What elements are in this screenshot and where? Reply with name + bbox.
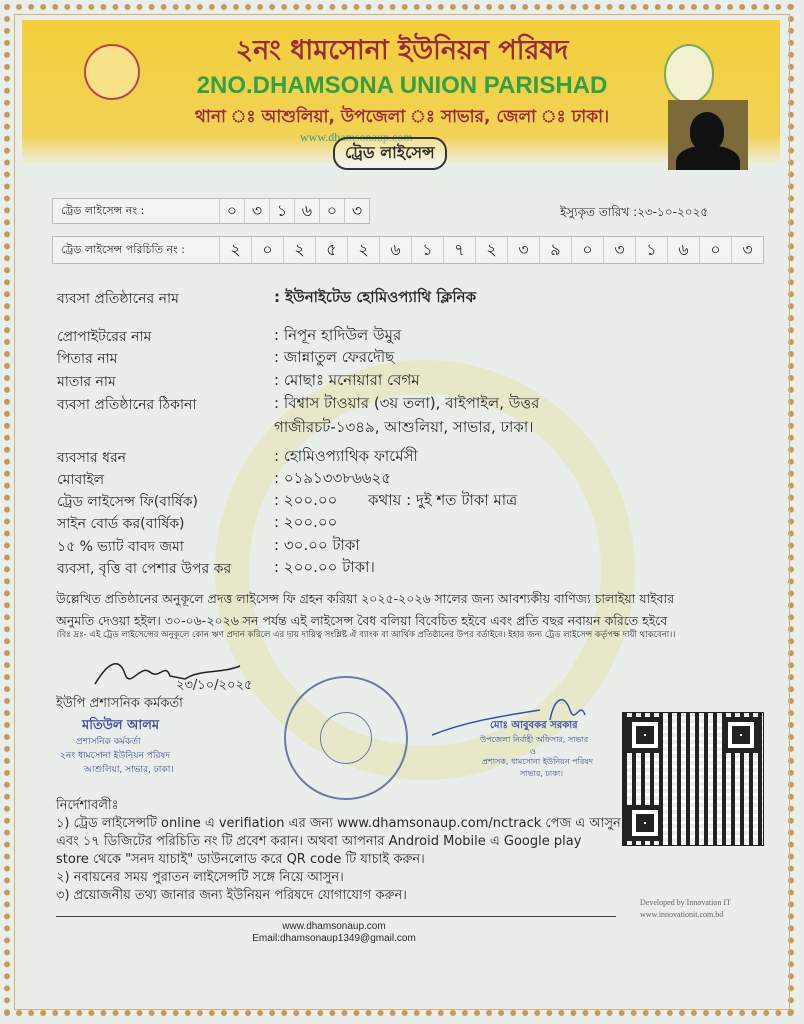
license-fee: : ২০০.০০ bbox=[274, 491, 338, 509]
digit: ২ bbox=[219, 237, 251, 263]
uno-stamp-line: প্রশাসক, ধামসোনা ইউনিয়ন পরিষদ bbox=[482, 757, 593, 766]
footer-website[interactable]: www.dhamsonaup.com bbox=[282, 921, 386, 932]
vat-amount: : ৩০.০০ টাকা bbox=[274, 536, 360, 554]
statement-text bbox=[56, 588, 786, 632]
mobile: : ০১৯১৩৩৮৬৬২৫ bbox=[274, 469, 392, 487]
verification-qr-code[interactable] bbox=[622, 712, 764, 846]
header-website: www.dhamsonaup.com bbox=[300, 130, 413, 144]
instruction-line: ১) ট্রেড লাইসেন্সটি online এ verifiation এর জন্য www.dhamsonaup.com/nctrack পেজ এ আসুন bbox=[56, 816, 621, 831]
license-number-row bbox=[52, 198, 370, 224]
field-label: ট্রেড লাইসেন্স ফি(বার্ষিক) bbox=[57, 494, 199, 510]
developer-credit: Developed by Innovation IT bbox=[640, 898, 731, 907]
field-label: মাতার নাম bbox=[57, 374, 116, 390]
digit: ৩ bbox=[731, 237, 763, 263]
business-address-line2: গাজীরচট-১৩৪৯, আশুলিয়া, সাভার, ঢাকা। bbox=[274, 418, 534, 436]
officer-stamp-line: আশুলিয়া, সাভার, ঢাকা। bbox=[84, 765, 174, 775]
officer-name-stamp: মতিউল আলম bbox=[82, 718, 160, 733]
officer-stamp-line: ২নং ধামসোনা ইউনিয়ন পরিষদ bbox=[60, 751, 171, 761]
uno-name-stamp: মোঃ আবুবকর সরকার bbox=[490, 720, 578, 731]
profession-tax: : ২০০.০০ টাকা। bbox=[274, 558, 375, 576]
field-label: ১৫ % ভ্যাট বাবদ জমা bbox=[57, 539, 184, 555]
field-label: ব্যবসা, বৃত্তি বা পেশার উপর কর bbox=[57, 561, 232, 577]
mother-name: : মোছাঃ মনোয়ারা বেগম bbox=[274, 371, 420, 389]
disclaimer-note: ।বিঃ দ্রঃ- এই ট্রেড লাইসেন্সের অনুকূলে কোন ঋণ প্রদান করিলে এর দায় দায়িত্ব সংশ্লিষ্ট ঐ ব্যাংক বা আর্থিক প্রতিষ্ঠানের উপর বর্তাইবে। ইহার জন্য ট্রেড লাইসেন্স কর্তৃপক্ষ দায়ী থাকবেনা।। bbox=[56, 630, 676, 640]
digit: ০ bbox=[251, 237, 283, 263]
uno-stamp-line: উপজেলা নির্বাহী অফিসার, সাভার bbox=[480, 735, 589, 744]
proprietor-name: : নিপূন হাদিউল উমুর bbox=[274, 326, 402, 344]
field-label: প্রোপাইটরের নাম bbox=[57, 329, 152, 345]
digit: ১ bbox=[635, 237, 667, 263]
license-fee-in-words: কথায় : দুই শত টাকা মাত্র bbox=[368, 491, 518, 509]
business-type: : হোমিওপ্যাথিক ফার্মেসী bbox=[274, 447, 418, 465]
document-title: ট্রেড লাইসেন্স bbox=[333, 137, 447, 170]
digit: ৭ bbox=[443, 237, 475, 263]
digit: ০ bbox=[571, 237, 603, 263]
uno-stamp-line: ও bbox=[530, 747, 536, 756]
father-name: : জান্নাতুল ফেরদৌছ bbox=[274, 348, 395, 366]
issue-date-value: ২৩-১০-২০২৫ bbox=[637, 205, 709, 219]
statement-line: অনুমতি দেওয়া হইল। ৩০-০৬-২০২৬ সন পর্যন্ত এই লাইসেন্স বৈধ বলিয়া বিবেচিত হইবে এবং প্রতি বছর নবায়ন করিতে হইবে bbox=[56, 613, 668, 628]
field-label: ব্যবসা প্রতিষ্ঠানের নাম bbox=[57, 291, 179, 307]
org-title-english: 2NO.DHAMSONA UNION PARISHAD bbox=[196, 72, 608, 99]
statement-line: উল্লেখিত প্রতিষ্ঠানের অনুকূলে প্রদত্ত লাইসেন্স ফি গ্রহন করিয়া ২০২৫-২০২৬ সালের জন্য আবশ্যকীয় বাণিজ্য চালাইয়া যাইবার bbox=[56, 591, 675, 606]
instruction-line: ২) নবায়নের সময় পুরাতন লাইসেন্সটি সঙ্গে নিয়ে আসুন। bbox=[56, 870, 344, 885]
signature-date: ২৩/১০/২০২৫ bbox=[176, 678, 253, 693]
digit: ০ bbox=[699, 237, 731, 263]
field-label: পিতার নাম bbox=[57, 351, 118, 367]
digit: ১ bbox=[411, 237, 443, 263]
owner-photo bbox=[668, 100, 748, 170]
digit: ৩ bbox=[603, 237, 635, 263]
signboard-tax: : ২০০.০০ bbox=[274, 513, 338, 531]
digit: ৬ bbox=[379, 237, 411, 263]
license-number-label: ট্রেড লাইসেন্স নং : bbox=[61, 203, 145, 217]
digit: ৫ bbox=[315, 237, 347, 263]
license-id-row bbox=[52, 236, 764, 264]
official-round-seal bbox=[284, 676, 408, 800]
digit: ১ bbox=[269, 199, 294, 223]
field-label: ব্যবসা প্রতিষ্ঠানের ঠিকানা bbox=[57, 397, 197, 413]
digit: ৩ bbox=[344, 199, 369, 223]
officer-title: ইউপি প্রশাসনিক কর্মকর্তা bbox=[56, 696, 183, 711]
field-label: মোবাইল bbox=[57, 472, 105, 488]
issue-date bbox=[560, 204, 708, 224]
digit: ৬ bbox=[294, 199, 319, 223]
instructions-heading: নির্দেশাবলীঃ bbox=[56, 798, 119, 813]
field-label: সাইন বোর্ড কর(বার্ষিক) bbox=[57, 516, 185, 532]
digit: ০ bbox=[219, 199, 244, 223]
instruction-line: store থেকে "সনদ যাচাই" ডাউনলোড করে QR code টি যাচাই করুন। bbox=[56, 852, 425, 867]
digit: ৩ bbox=[507, 237, 539, 263]
issue-date-label: ইস্যুকৃত তারিখ : bbox=[560, 205, 638, 219]
license-id-label: ট্রেড লাইসেন্স পরিচিতি নং : bbox=[61, 242, 185, 256]
business-address: : বিশ্বাস টাওয়ার (৩য় তলা), বাইপাইল, উত্তর bbox=[274, 394, 540, 412]
officer-stamp-line: প্রশাসনিক কর্মকর্তা bbox=[76, 737, 141, 747]
digit: ৩ bbox=[244, 199, 269, 223]
digit: ২ bbox=[475, 237, 507, 263]
org-address: থানা ঃ আশুলিয়া, উপজেলা ঃ সাভার, জেলা ঃ ঢাকা। bbox=[194, 107, 610, 127]
field-label: ব্যবসার ধরন bbox=[57, 450, 127, 466]
developer-website: www.innovationit.com.bd bbox=[640, 910, 724, 919]
digit: ২ bbox=[347, 237, 379, 263]
digit: ৬ bbox=[667, 237, 699, 263]
footer-email[interactable]: Email:dhamsonaup1349@gmail.com bbox=[252, 933, 416, 944]
uno-stamp-line: সাভার, ঢাকা। bbox=[520, 769, 563, 778]
instruction-line: এবং ১৭ ডিজিটের পরিচিতি নং টি প্রবেশ করান। অথবা আপনার Android Mobile এ Google play bbox=[56, 834, 582, 849]
digit: ২ bbox=[283, 237, 315, 263]
org-title-bengali: ২নং ধামসোনা ইউনিয়ন পরিষদ bbox=[235, 35, 569, 66]
digit: ০ bbox=[319, 199, 344, 223]
digit: ৯ bbox=[539, 237, 571, 263]
business-name: : ইউনাইটেড হোমিওপ্যাথি ক্লিনিক bbox=[274, 288, 477, 306]
instruction-line: ৩) প্রয়োজনীয় তথ্য জানার জন্য ইউনিয়ন পরিষদে যোগাযোগ করুন। bbox=[56, 888, 407, 903]
footer-divider bbox=[56, 916, 616, 917]
